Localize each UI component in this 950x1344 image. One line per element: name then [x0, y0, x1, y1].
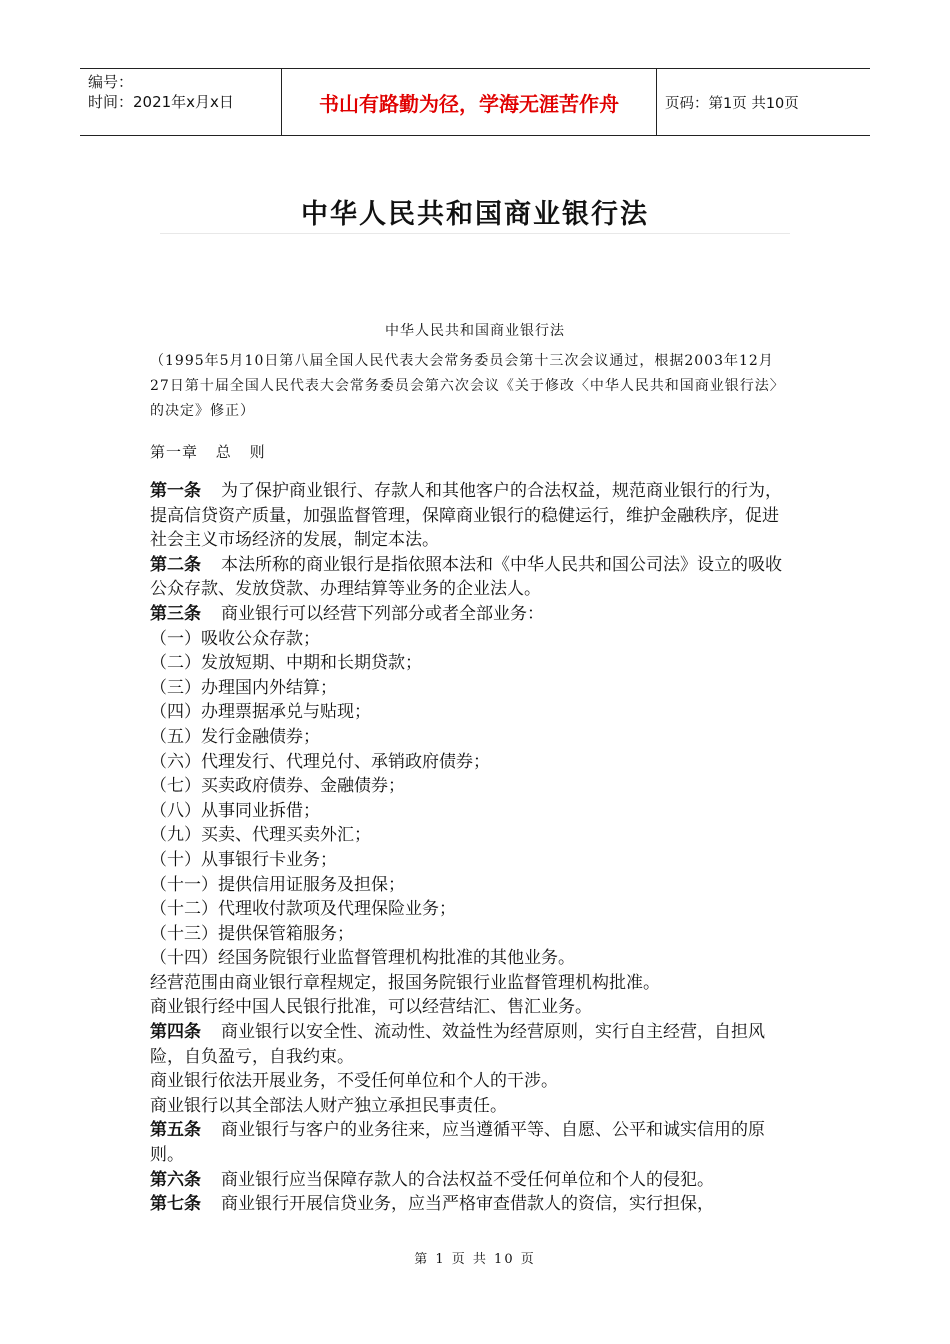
paragraph [150, 602, 790, 627]
header-table [80, 68, 870, 136]
inner-title: 中华人民共和国商业银行法 [385, 323, 565, 339]
paragraph [150, 651, 790, 676]
paragraph [150, 676, 790, 701]
paragraph [150, 1192, 790, 1217]
paragraph [150, 946, 790, 971]
paragraph [150, 799, 790, 824]
time-label: 时间：2021年x月x日 [88, 93, 234, 111]
paragraph [150, 848, 790, 873]
paragraph-text: 为了保护商业银行、存款人和其他客户的合法权益，规范商业银行的行为，提高信贷资产质量，加强监督管理，保障商业银行的稳健运行，维护金融秩序，促进社会主义市场经济的发展，制定本法。 [150, 481, 782, 551]
paragraph-text: （三）办理国内外结算； [150, 677, 337, 698]
chapter-name: 总 [215, 443, 232, 461]
paragraph-text: （五）发行金融债券； [150, 726, 320, 747]
paragraph [150, 1020, 790, 1069]
paragraph-text: 商业银行以其全部法人财产独立承担民事责任。 [150, 1095, 507, 1116]
header-meta-cell [80, 69, 282, 135]
paragraph [150, 1069, 790, 1094]
paragraph-text: 经营范围由商业银行章程规定，报国务院银行业监督管理机构批准。 [150, 972, 660, 993]
article-heading: 第四条 [150, 1022, 201, 1043]
preface: （1995年5月10日第八届全国人民代表大会常务委员会第十三次会议通过，根据2003年12月27日第十届全国人民代表大会常务委员会第六次会议《关于修改〈中华人民共和国商业银行法〉的决定》修正） [150, 353, 785, 419]
paragraph-text: 商业银行以安全性、流动性、效益性为经营原则，实行自主经营，自担风险，自负盈亏，自我约束。 [150, 1022, 765, 1067]
motto: 书山有路勤为径，学海无涯苦作舟 [282, 69, 657, 135]
paragraph [150, 627, 790, 652]
paragraph [150, 479, 790, 553]
paragraph-text: （十四）经国务院银行业监督管理机构批准的其他业务。 [150, 948, 575, 969]
article-heading: 第一条 [150, 481, 201, 501]
paragraph-text: 商业银行经中国人民银行批准，可以经营结汇、售汇业务。 [150, 997, 592, 1018]
paragraph [150, 1094, 790, 1119]
paragraph [150, 897, 790, 922]
paragraph-text: （八）从事同业拆借； [150, 800, 320, 821]
title-divider [160, 233, 790, 234]
paragraph-text: （十二）代理收付款项及代理保险业务； [150, 899, 456, 920]
paragraph-text: （九）买卖、代理买卖外汇； [150, 825, 371, 846]
paragraph-text: （四）办理票据承兑与贴现； [150, 702, 371, 723]
paragraph [150, 553, 790, 602]
paragraph [150, 750, 790, 775]
paragraph-text: （二）发放短期、中期和长期贷款； [150, 653, 422, 674]
body-text [150, 479, 790, 1217]
article-heading: 第七条 [150, 1194, 201, 1215]
paragraph [150, 774, 790, 799]
paragraph [150, 1118, 790, 1167]
article-heading: 第二条 [150, 554, 201, 575]
paragraph [150, 700, 790, 725]
paragraph [150, 995, 790, 1020]
paragraph-text: 商业银行与客户的业务往来，应当遵循平等、自愿、公平和诚实信用的原则。 [150, 1120, 765, 1166]
paragraph-text: （一）吸收公众存款； [150, 628, 320, 649]
article-heading: 第三条 [150, 603, 201, 624]
number-label: 编号： [88, 73, 134, 91]
paragraph-text: （十三）提供保管箱服务； [150, 923, 354, 944]
paragraph [150, 725, 790, 750]
paragraph-text: （六）代理发行、代理兑付、承销政府债券； [150, 751, 490, 772]
paragraph [150, 823, 790, 848]
page-info: 页码：第1页 共10页 [665, 95, 799, 112]
paragraph-text: 本法所称的商业银行是指依照本法和《中华人民共和国公司法》设立的吸收公众存款、发放贷款、办理结算等业务的企业法人。 [150, 554, 782, 600]
article-heading: 第六条 [150, 1169, 201, 1190]
document-title: 中华人民共和国商业银行法 [301, 199, 649, 230]
paragraph [150, 873, 790, 898]
chapter-number: 第一章 [150, 443, 199, 461]
paragraph [150, 922, 790, 947]
paragraph-text: 商业银行依法开展业务，不受任何单位和个人的干涉。 [150, 1071, 558, 1092]
paragraph-text: 商业银行应当保障存款人的合法权益不受任何单位和个人的侵犯。 [221, 1169, 714, 1190]
paragraph-text: 商业银行开展信贷业务，应当严格审查借款人的资信，实行担保， [221, 1194, 714, 1215]
paragraph-text: （十）从事银行卡业务； [150, 849, 337, 870]
paragraph-text: （七）买卖政府债券、金融债券； [150, 776, 405, 797]
article-heading: 第五条 [150, 1120, 201, 1141]
paragraph [150, 971, 790, 996]
chapter-name-2: 则 [249, 443, 266, 461]
page-footer: 第 1 页 共 10 页 [414, 1252, 536, 1267]
paragraph-text: 商业银行可以经营下列部分或者全部业务： [221, 603, 544, 624]
paragraph [150, 1168, 790, 1193]
chapter-heading [150, 441, 278, 462]
paragraph-text: （十一）提供信用证服务及担保； [150, 874, 405, 895]
